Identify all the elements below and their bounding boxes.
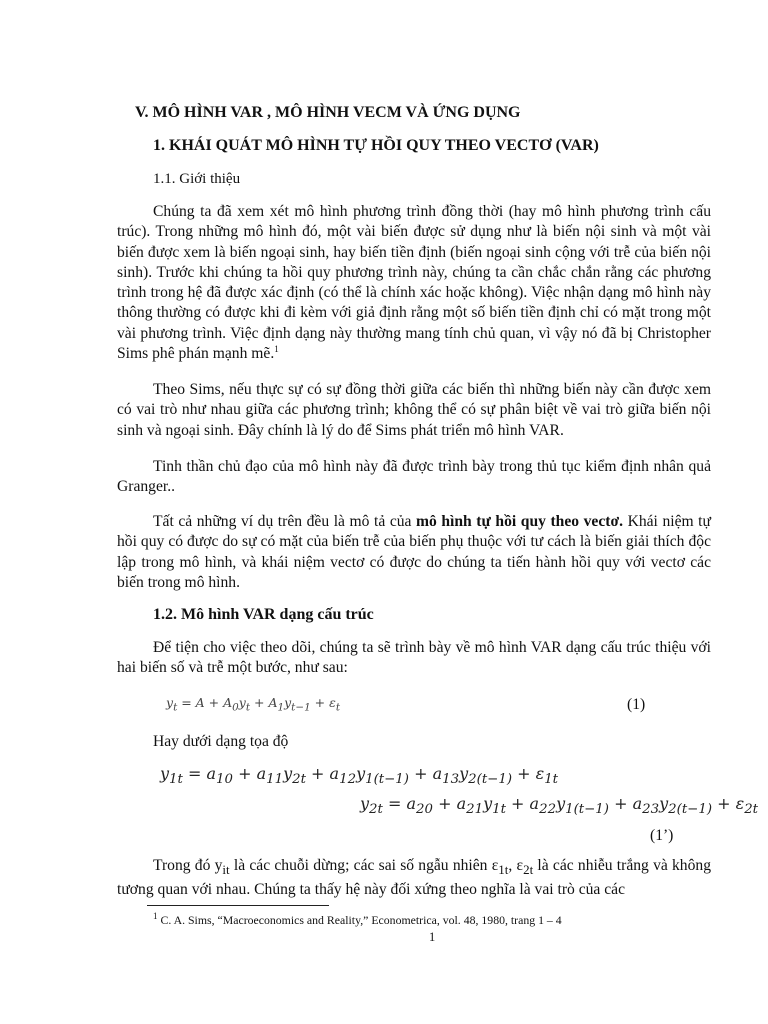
equation-1-number: (1) bbox=[627, 696, 646, 713]
paragraph-stationary-text: Trong đó $y_{it}$ là các chuỗi dừng; các sai số ngẫu nhiên $\varepsilon_{1t}$, $\varepsilon_{2t}$ là các nhiễu trắng và không tương quan với nhau. Chúng ta thấy hệ này đối xứng theo nghĩa là vai trò của các bbox=[117, 857, 711, 899]
paragraph-var-before: Tất cả những ví dụ trên đều là mô tả của bbox=[153, 513, 417, 530]
paragraph-sims bbox=[117, 380, 711, 441]
paragraph-var-definition bbox=[117, 512, 711, 593]
subsection-heading-structural: 1.2. Mô hình VAR dạng cấu trúc bbox=[153, 606, 374, 623]
equation-1a: $y_{1t} = a_{10} + a_{11}y_{2t} + a_{12}y_{1(t-1)} + a_{13}y_{2(t-1)} + \varepsilon_{1t}$ bbox=[160, 764, 559, 788]
section-heading: 1. KHÁI QUÁT MÔ HÌNH TỰ HỒI QUY THEO VECTƠ (VAR) bbox=[153, 137, 599, 154]
paragraph-structural bbox=[117, 638, 711, 679]
paragraph-intro bbox=[117, 202, 711, 364]
equation-1p-number: (1’) bbox=[650, 827, 674, 844]
paragraph-stationary bbox=[117, 856, 711, 901]
footnote-divider bbox=[147, 905, 329, 906]
paragraph-granger-text: Tinh thần chủ đạo của mô hình này đã được trình bày trong thủ tục kiểm định nhân quả Granger.. bbox=[117, 458, 711, 496]
subsection-heading-intro: 1.1. Giới thiệu bbox=[153, 171, 241, 187]
paragraph-intro-text: Chúng ta đã xem xét mô hình phương trình đồng thời (hay mô hình phương trình cấu trúc). Trong những mô hình đó, một vài biến được sử dụng như là biến nội sinh và một vài biến được xem là biến ngoại sinh, hay biến tiền định (biến ngoại sinh cộng với trễ của biến nội sinh). Trước khi chúng ta hồi quy phương trình này, chúng ta cần chắc chắn rằng các phương trình trong hệ đã được xác định (có thể là chính xác hoặc không). Việc nhận dạng mô hình này thông thường có được khi đi kèm với giả định rằng một số biến tiền định chỉ có mặt trong một vài phương trình. Việc định dạng này thường mang tính chủ quan, vì vậy nó đã bị Christopher Sims phê phán mạnh mẽ. bbox=[117, 203, 711, 363]
main-heading: V. MÔ HÌNH VAR , MÔ HÌNH VECM VÀ ỨNG DỤNG bbox=[135, 104, 521, 121]
equation-1: $y_t = A + A_0y_t + A_1y_{t-1} + \varepsilon_t$ bbox=[166, 695, 341, 714]
coordinate-form-label: Hay dưới dạng tọa độ bbox=[153, 733, 289, 750]
footnote-ref: 1 bbox=[274, 343, 279, 354]
footnote bbox=[153, 913, 562, 928]
paragraph-structural-text: Để tiện cho việc theo dõi, chúng ta sẽ trình bày về mô hình VAR dạng cấu trúc thiệu với hai biến số và trễ một bước, như sau: bbox=[117, 639, 711, 677]
page-number: 1 bbox=[429, 930, 436, 944]
footnote-marker: 1 bbox=[153, 911, 158, 922]
equation-1b: $y_{2t} = a_{20} + a_{21}y_{1t} + a_{22}y_{1(t-1)} + a_{23}y_{2(t-1)} + \varepsilon_{2t}$ bbox=[360, 794, 759, 818]
paragraph-granger bbox=[117, 457, 711, 498]
paragraph-var-bold: mô hình tự hồi quy theo vectơ. bbox=[416, 513, 623, 530]
paragraph-var-after: Khái niệm tự hồi quy có được do sự có mặt của biến trễ của biến phụ thuộc với tư cách là biến giải thích độc lập trong mô hình, và khái niệm vectơ có được do chúng ta tiến hành hồi quy với vectơ các biến trong mô hình. bbox=[117, 513, 711, 591]
paragraph-sims-text: Theo Sims, nếu thực sự có sự đồng thời giữa các biến thì những biến này cần được xem có vai trò như nhau giữa các phương trình; không thể có sự phân biệt về vai trò giữa biến nội sinh và ngoại sinh. Đây chính là lý do để Sims phát triển mô hình VAR. bbox=[117, 381, 711, 439]
footnote-text: C. A. Sims, “Macroeconomics and Reality,” Econometrica, vol. 48, 1980, trang 1 – 4 bbox=[160, 913, 562, 927]
